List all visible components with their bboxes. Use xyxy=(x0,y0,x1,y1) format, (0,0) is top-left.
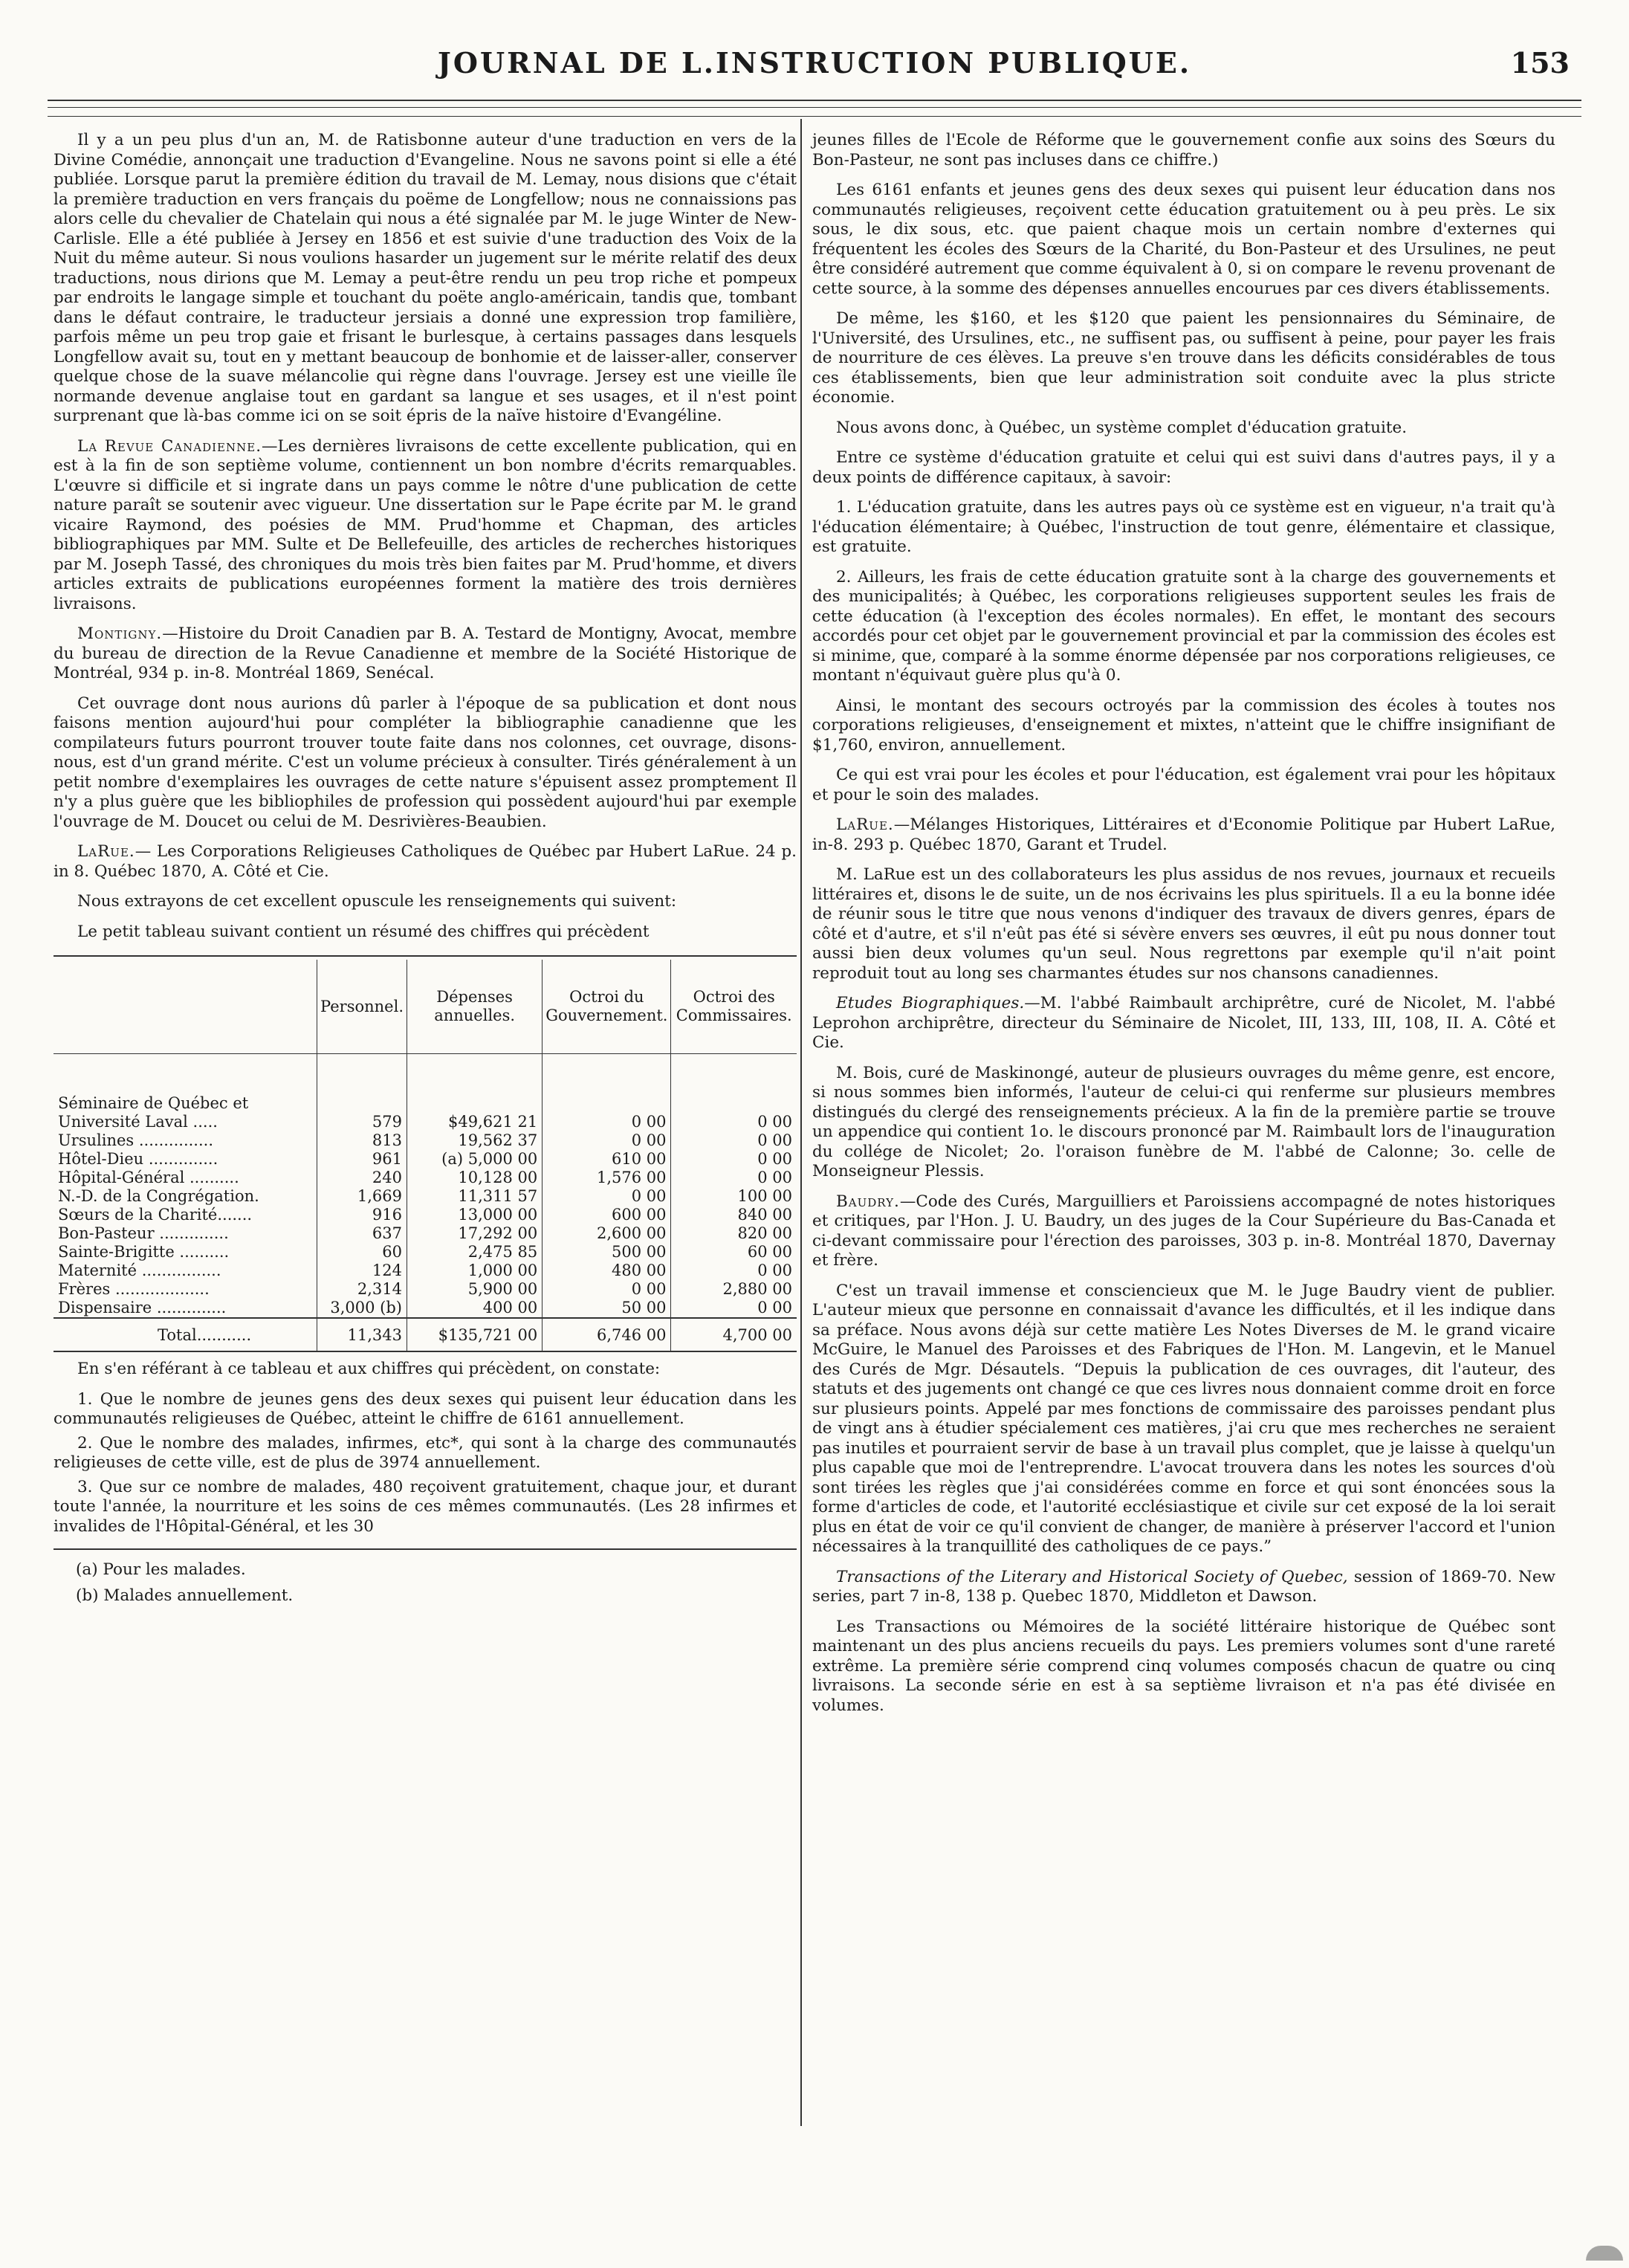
table-cell-c: 0 00 xyxy=(671,1169,797,1187)
paragraph-transactions-review: Les Transactions ou Mémoires de la société littéraire historique de Québec sont maintenant un des plus anciens recueils du pays. Les premiers volumes sont d'une rareté extrême. La première série comprend cinq volumes composés chacun de quatre ou cinq livraisons. La seconde série en est à sa septième livraison et n'a pas été divisée en volumes. xyxy=(812,1617,1555,1715)
table-cell-d xyxy=(407,1094,543,1113)
table-cell-g xyxy=(543,1094,671,1113)
table-header-depenses: Dépenses annuelles. xyxy=(407,960,543,1054)
constat-1: 1. Que le nombre de jeunes gens des deux sexes qui puisent leur éducation dans les communautés religieuses de Québec, atteint le chiffre de 6161 annuellement. xyxy=(54,1389,797,1428)
paragraph-text: —Histoire du Droit Canadien par B. A. Testard de Montigny, Avocat, membre du bureau de direction de la Revue Canadienne et membre de la Société Historique de Montréal, 934 p. in-8. Montréal 1869, Senécal. xyxy=(54,624,797,682)
constat-3: 3. Que sur ce nombre de malades, 480 reçoivent gratuitement, chaque jour, et durant toute l'année, la nourriture et les soins de ces mêmes communautés. (Les 28 infirmes et invalides de l'Hôpital-Général, et les 30 xyxy=(54,1477,797,1536)
table-cell-d: (a) 5,000 00 xyxy=(407,1150,543,1169)
page-header xyxy=(45,46,1584,98)
table-header-personnel: Personnel. xyxy=(317,960,407,1054)
table-cell-name: Sœurs de la Charité....... xyxy=(58,1206,253,1224)
table-cell-name: Maternité ................ xyxy=(58,1261,221,1279)
constat-2: 2. Que le nombre des malades, infirmes, etc*, qui sont à la charge des communautés religieuses de cette ville, est de plus de 3974 annuellement. xyxy=(54,1433,797,1472)
table-cell-name: Ursulines ............... xyxy=(58,1131,214,1149)
section-lead: Etudes Biographiques. xyxy=(836,994,1025,1012)
table-cell-name: Dispensaire .............. xyxy=(58,1299,227,1316)
paragraph-larue-corporations xyxy=(54,842,797,882)
table-cell-c: 820 00 xyxy=(671,1224,797,1243)
table-cell-name: Hôpital-Général .......... xyxy=(58,1169,239,1186)
table-header-commissaires: Octroi des Commissaires. xyxy=(671,960,797,1054)
header-rule-thin xyxy=(48,107,1581,108)
table-cell-c: 840 00 xyxy=(671,1206,797,1224)
table-cell-name: Bon-Pasteur .............. xyxy=(58,1224,229,1242)
table-cell-p: 813 xyxy=(317,1131,407,1150)
table-row xyxy=(54,1243,797,1261)
table-cell-name: Frères ................... xyxy=(58,1280,210,1298)
table-cell-name: Université Laval ..... xyxy=(58,1113,218,1131)
table-cell-d: 400 00 xyxy=(407,1299,543,1318)
column-separator xyxy=(800,119,802,2126)
table-row xyxy=(54,1169,797,1187)
table-cell-d: 17,292 00 xyxy=(407,1224,543,1243)
table-cell-g: 0 00 xyxy=(543,1280,671,1299)
table-cell-c: 60 00 xyxy=(671,1243,797,1261)
table-row xyxy=(54,1280,797,1299)
table-cell-d: 1,000 00 xyxy=(407,1261,543,1280)
constat-list xyxy=(54,1390,797,1537)
paragraph-point-1: 1. L'éducation gratuite, dans les autres pays où ce système est en vigueur, n'a trait qu'à l'éducation élémentaire; à Québec, l'instruction de tout genre, élémentaire et classique, est gratuite. xyxy=(812,498,1555,556)
paragraph-larue-melanges xyxy=(812,815,1555,855)
section-lead: La Revue Canadienne. xyxy=(77,436,262,456)
table-cell-p: 60 xyxy=(317,1243,407,1261)
table-spacer xyxy=(54,1054,797,1095)
page-number: 153 xyxy=(1510,46,1570,80)
table-header-gouvernement: Octroi du Gouvernement. xyxy=(543,960,671,1054)
paragraph-text: — Les Corporations Religieuses Catholiques de Québec par Hubert LaRue. 24 p. in 8. Québec 1870, A. Côté et Cie. xyxy=(54,842,797,881)
table-cell-p: 579 xyxy=(317,1113,407,1131)
table-cell-p xyxy=(317,1094,407,1113)
table-cell-c: 0 00 xyxy=(671,1299,797,1318)
table-cell-name: Sainte-Brigitte .......... xyxy=(58,1243,230,1261)
paragraph-hopitaux: Ce qui est vrai pour les écoles et pour l'éducation, est également vrai pour les hôpitaux et pour le soin des malades. xyxy=(812,766,1555,804)
section-lead: LaRue. xyxy=(836,815,894,834)
paragraph-systeme: Nous avons donc, à Québec, un système complet d'éducation gratuite. xyxy=(836,418,1408,437)
table-cell-d: 10,128 00 xyxy=(407,1169,543,1187)
table-cell-c xyxy=(671,1094,797,1113)
paragraph-6161: Les 6161 enfants et jeunes gens des deux sexes qui puisent leur éducation dans nos communautés religieuses, reçoivent cette éducation gratuitement ou à peu près. Le six sous, le dix sous, etc. que paient chaque mois un certain nombre d'externes qui fréquentent les écoles des Sœurs de la Charité, du Bon-Pasteur et des Ursulines, ne peut être considéré autrement que comme équivalent à 0, si on compare le revenu provenant de cette source, à la somme des dépenses annuelles encourues par ces divers établissements. xyxy=(812,181,1555,298)
paragraph-bois: M. Bois, curé de Maskinongé, auteur de plusieurs ouvrages du même genre, est encore, si nous sommes bien informés, l'auteur de celui-ci qui renferme sur plusieurs membres distingués du clergé des renseignements précieux. A la fin de la première partie se trouve un appendice qui contient 1o. le discours prononcé par M. Raimbault lors de l'inauguration du collége de Nicolet; 2o. l'oraison funèbre de M. l'abbé de Calonne; 3o. celle de Monseigneur Plessis. xyxy=(812,1063,1555,1180)
table-cell-g: 1,576 00 xyxy=(543,1169,671,1187)
table-cell-c: 2,880 00 xyxy=(671,1280,797,1299)
paragraph-pensionnaires: De même, les $160, et les $120 que paient les pensionnaires du Séminaire, de l'Université, des Ursulines, etc., ne suffisent pas, ou suffisent à peine, pour payer les frais de nourriture de ces élèves. La preuve s'en trouve dans les déficits considérables de tous ces établissements, bien que leur administration soit conduite avec la plus stricte économie. xyxy=(812,309,1555,407)
paragraph-tableau-intro: Le petit tableau suivant contient un résumé des chiffres qui précèdent xyxy=(77,922,650,941)
table-row xyxy=(54,1131,797,1150)
table-total-c: 4,700 00 xyxy=(671,1318,797,1351)
paragraph-text: —Code des Curés, Marguilliers et Paroissiens accompagné de notes historiques et critiques, par l'Hon. J. U. Baudry, un des juges de la Cour Supérieure du Bas-Canada et ci-devant commissaire pour l'érection des paroisses, 303 p. in-8. Montréal 1870, Davernay et frère. xyxy=(812,1192,1555,1270)
table-cell-d: $49,621 21 xyxy=(407,1113,543,1131)
table-header-name xyxy=(54,960,317,1054)
table-cell-p: 240 xyxy=(317,1169,407,1187)
table-cell-p: 637 xyxy=(317,1224,407,1243)
table-cell-c: 0 00 xyxy=(671,1113,797,1131)
table-cell-g: 50 00 xyxy=(543,1299,671,1318)
table-cell-p: 961 xyxy=(317,1150,407,1169)
statistics-table xyxy=(54,960,797,1351)
paragraph-text: session of 1869-70. New series, part 7 in-8, 138 p. Quebec 1870, Middleton et Dawson. xyxy=(812,1567,1555,1606)
paragraph-montigny xyxy=(54,624,797,684)
section-lead: Montigny. xyxy=(77,624,163,643)
journal-title: JOURNAL DE L.INSTRUCTION PUBLIQUE. xyxy=(437,46,1192,80)
paragraph-baudry xyxy=(812,1192,1555,1271)
paragraph-transactions xyxy=(812,1568,1555,1607)
table-cell-d: 5,900 00 xyxy=(407,1280,543,1299)
paragraph-etudes xyxy=(812,994,1555,1053)
table-cell-g: 0 00 xyxy=(543,1131,671,1150)
table-cell-g: 480 00 xyxy=(543,1261,671,1280)
paragraph-revue-canadienne xyxy=(54,437,797,615)
table-cell-c: 0 00 xyxy=(671,1150,797,1169)
footnote-a: (a) Pour les malades. xyxy=(76,1560,246,1579)
table-cell-d: 11,311 57 xyxy=(407,1187,543,1206)
paragraph-text: —Mélanges Historiques, Littéraires et d'Economie Politique par Hubert LaRue, in-8. 293 p. Québec 1870, Garant et Trudel. xyxy=(812,815,1555,854)
table-row xyxy=(54,1113,797,1131)
section-lead: Baudry. xyxy=(836,1192,900,1211)
section-lead: Transactions of the Literary and Historical Society of Quebec, xyxy=(836,1567,1348,1586)
table-row xyxy=(54,1224,797,1243)
paragraph-points-difference: Entre ce système d'éducation gratuite et celui qui est suivi dans d'autres pays, il y a deux points de différence capitaux, à savoir: xyxy=(812,448,1555,487)
table-total-g: 6,746 00 xyxy=(543,1318,671,1351)
paragraph-ouvrage: Cet ouvrage dont nous aurions dû parler à l'époque de sa publication et dont nous faisons mention aujourd'hui pour compléter la bibliographie canadienne que les compilateurs futurs pourront trouver toute faite dans nos colonnes, cet ouvrage, disons-nous, est d'un grand mérite. C'est un volume précieux à consulter. Tirés généralement à un petit nombre d'exemplaires les ouvrages de cette nature s'épuisent assez promptement Il n'y a plus guère que les bibliophiles de profession qui possèdent aujourd'hui par exemple l'ouvrage de M. Doucet ou celui de M. Desrivières-Beaubien. xyxy=(54,694,797,831)
library-stamp-mark xyxy=(1586,2246,1623,2261)
table-row xyxy=(54,1299,797,1318)
table-row xyxy=(54,1094,797,1113)
table-cell-d: 19,562 37 xyxy=(407,1131,543,1150)
table-cell-p: 2,314 xyxy=(317,1280,407,1299)
table-cell-name: N.-D. de la Congrégation. xyxy=(58,1187,259,1205)
table-cell-g: 0 00 xyxy=(543,1113,671,1131)
paragraph-evangeline: Il y a un peu plus d'un an, M. de Ratisbonne auteur d'une traduction en vers de la Divine Comédie, annonçait une traduction d'Evangeline. Nous ne savons point si elle a été publiée. Lorsque parut la première édition du travail de M. Lemay, nous disions que c'était la première traduction en vers français du poëme de Longfellow; nous ne connaissions pas alors celle du chevalier de Chatelain qui nous a été signalée par M. le juge Winter de New-Carlisle. Elle a été publiée à Jersey en 1856 et est suivie d'une traduction des Voix de la Nuit du même auteur. Si nous voulions hasarder un jugement sur le mérite relatif des deux traductions, nous dirions que M. Lemay a peut-être rendu un peu trop riche et pompeux par endroits le langage simple et touchant du poëte anglo-américain, tandis que, tombant dans le défaut contraire, le traducteur jersiais a donné une expression trop familière, parfois même un peu trop gaie et frisant le burlesque, à certains passages dans lesquels Longfellow avait su, tout en y mettant beaucoup de bonhomie et de laisser-aller, conserver quelque chose de la suave mélancolie qui règne dans l'ouvrage. Jersey est une vieille île normande devenue anglaise tout en gardant sa langue et ses usages, et il n'est point surprenant que là-bas comme ici on se soit épris de la naïve histoire d'Evangéline. xyxy=(54,131,797,425)
table-cell-name: Séminaire de Québec et xyxy=(58,1094,249,1112)
table-row xyxy=(54,1261,797,1280)
table-row xyxy=(54,1150,797,1169)
paragraph-continued: jeunes filles de l'Ecole de Réforme que le gouvernement confie aux soins des Sœurs du Bon-Pasteur, ne sont pas incluses dans ce chiffre.) xyxy=(812,131,1555,169)
table-total-d: $135,721 00 xyxy=(407,1318,543,1351)
table-cell-g: 500 00 xyxy=(543,1243,671,1261)
paragraph-constate: En s'en référant à ce tableau et aux chiffres qui précèdent, on constate: xyxy=(77,1360,661,1378)
table-cell-d: 2,475 85 xyxy=(407,1243,543,1261)
header-rule xyxy=(48,100,1581,101)
footnote-rule xyxy=(54,1548,797,1550)
section-lead: LaRue. xyxy=(77,842,135,861)
paragraph-text: —M. l'abbé Raimbault archiprêtre, curé de Nicolet, M. l'abbé Leprohon archiprêtre, directeur du Séminaire de Nicolet, III, 133, III, 108, II. A. Côté et Cie. xyxy=(812,994,1555,1052)
table-cell-c: 0 00 xyxy=(671,1261,797,1280)
table-cell-p: 124 xyxy=(317,1261,407,1280)
table-cell-g: 0 00 xyxy=(543,1187,671,1206)
table-cell-g: 2,600 00 xyxy=(543,1224,671,1243)
statistics-table-wrap xyxy=(54,955,797,1352)
table-cell-g: 610 00 xyxy=(543,1150,671,1169)
table-row xyxy=(54,1187,797,1206)
paragraph-larue-review: M. LaRue est un des collaborateurs les plus assidus de nos revues, journaux et recueils littéraires et, disons le de suite, un de nos écrivains les plus spirituels. Il a eu la bonne idée de réunir sous le titre que nous venons d'indiquer des travaux de divers genres, épars de côté et d'autre, et s'il n'eût pas été si sévère envers ses œuvres, il eût pu nous donner tout aussi bien deux volumes qu'un seul. Nous regrettons par exemple qu'il n'ait point reproduit tout au long ses charmantes études sur nos chansons canadiennes. xyxy=(812,865,1555,983)
table-row xyxy=(54,1206,797,1224)
table-cell-d: 13,000 00 xyxy=(407,1206,543,1224)
header-rule-thin-2 xyxy=(48,116,1581,117)
table-cell-c: 0 00 xyxy=(671,1131,797,1150)
table-total-row xyxy=(54,1318,797,1351)
footnote-b: (b) Malades annuellement. xyxy=(76,1586,294,1605)
table-total-name: Total........... xyxy=(54,1318,317,1351)
paragraph-point-2: 2. Ailleurs, les frais de cette éducation gratuite sont à la charge des gouvernements et des municipalités; à Québec, les corporations religieuses supportent seules les frais de cette éducation (à l'exception des écoles normales). En effet, le montant des secours accordés pour cet objet par le gouvernement provincial et par la commission des écoles est si minime, que, comparé à la somme énorme dépensée par nos corporations religieuses, ce montant n'équivaut guère plus qu'à 0. xyxy=(812,567,1555,685)
left-column xyxy=(54,131,797,1612)
paragraph-baudry-review: C'est un travail immense et consciencieux que M. le Juge Baudry vient de publier. L'auteur mieux que personne en connaissait d'avance les difficultés, et il les indique dans sa préface. Nous avons déjà sur cette matière Les Notes Diverses de M. le grand vicaire McGuire, le Manuel des Paroisses et des Fabriques de l'Hon. M. Langevin, et le Manuel des Curés de Mgr. Désautels. “Depuis la publication de ces ouvrages, dit l'auteur, des statuts et des jugements ont changé ce que ces livres nous donnaient comme droit en force sur plusieurs points. Appelé par mes fonctions de commissaire des paroisses pendant plus de vingt ans à étudier spécialement ces matières, j'ai cru que mes recherches ne seraient pas inutiles et pourraient servir de base à un travail plus complet, que je laisse à quelqu'un plus capable que moi de l'entreprendre. L'avocat trouvera dans les notes les sources d'où sont tirées les règles que j'ai considérées comme en force et qui sont énoncées sous la forme d'articles de code, et l'autorité ecclésiastique et civile sur cet exposé de la loi serait plus en état de voir ce qu'il convient de changer, de manière à préserver l'accord et l'union nécessaires à la tranquillité des catholiques de ce pays.” xyxy=(812,1281,1555,1556)
table-cell-p: 1,669 xyxy=(317,1187,407,1206)
paragraph-extrayons: Nous extrayons de cet excellent opuscule les renseignements qui suivent: xyxy=(77,892,677,911)
table-cell-c: 100 00 xyxy=(671,1187,797,1206)
table-cell-p: 3,000 (b) xyxy=(317,1299,407,1318)
table-cell-p: 916 xyxy=(317,1206,407,1224)
paragraph-text: —Les dernières livraisons de cette excellente publication, qui en est à la fin de son septième volume, contiennent un bon nombre d'écrits remarquables. L'œuvre si difficile et si ingrate dans un pays comme le nôtre d'une publication de cette nature paraît se soutenir avec vigueur. Une dissertation sur le Pape écrite par M. le grand vicaire Raymond, des poésies de MM. Prud'homme et Chapman, des articles bibliographiques par MM. Sulte et De Bellefeuille, des articles de recherches historiques par M. Joseph Tassé, des chroniques du mois très bien faites par M. Prud'homme, et divers articles extraits de publications européennes forment la matière des trois dernières livraisons. xyxy=(54,436,797,613)
table-cell-name: Hôtel-Dieu .............. xyxy=(58,1150,218,1168)
paragraph-ainsi: Ainsi, le montant des secours octroyés par la commission des écoles à toutes nos corporations religieuses, d'enseignement et mixtes, n'atteint que le chiffre insignifiant de $1,760, environ, annuellement. xyxy=(812,696,1555,755)
table-cell-g: 600 00 xyxy=(543,1206,671,1224)
right-column xyxy=(812,131,1555,1726)
table-total-p: 11,343 xyxy=(317,1318,407,1351)
